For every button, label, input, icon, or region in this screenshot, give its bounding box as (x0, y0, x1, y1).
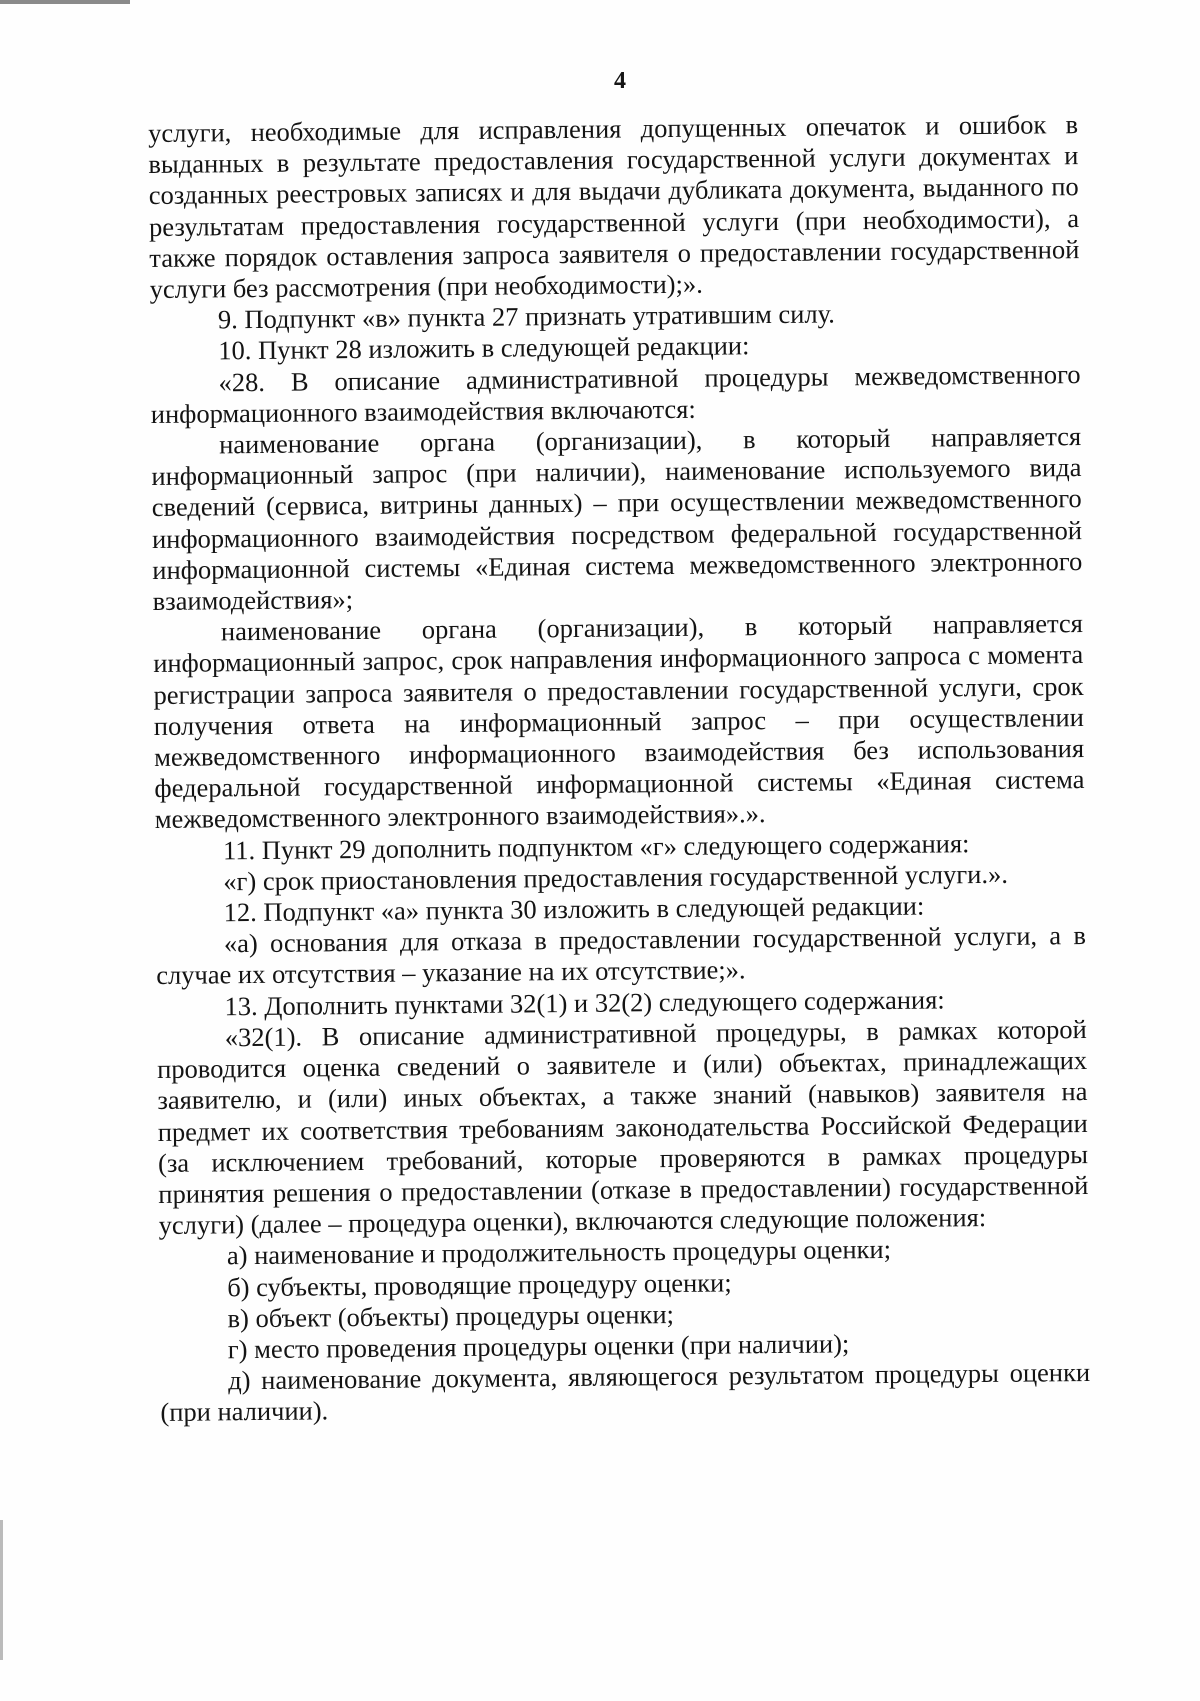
page-number: 4 (614, 68, 626, 94)
paragraph: 13. Дополнить пунктами 32(1) и 32(2) следующего содержания: (224, 984, 945, 1021)
scan-edge-mark (0, 1520, 3, 1660)
paragraph: наименование органа (организации), в который направляется информационный запрос, срок направления информационного запроса с момента регистрации запроса заявителя о предоставлении государственной услуги, срок получения ответа на информационный запрос – при осуществлении межведомственного информационного взаимодействия без использования федеральной государственной информационной системы «Единая система межведомственного электронного взаимодействия».». (153, 608, 1085, 835)
paragraph: «а) основания для отказа в предоставлении государственной услуги, а в случае их отсутствия – указание на их отсутствие;». (156, 920, 1087, 991)
paragraph: услуги, необходимые для исправления допущенных опечаток и ошибок в выданных в результате предоставления государственной услуги документах и созданных реестровых записях и для выдачи дубликата документа, выданного по результатам предоставления государственной услуги (при необходимости), а также порядок оставления запроса заявителя о предоставлении государственной услуги без рассмотрения (при необходимости);». (148, 109, 1080, 305)
paragraph: 12. Подпункт «а» пункта 30 изложить в следующей редакции: (223, 890, 925, 928)
paragraph: «28. В описание административной процедуры межведомственного информационного взаимодействия включаются: (150, 358, 1081, 429)
paragraph: «г) срок приостановления предоставления государственной услуги.». (223, 858, 1008, 897)
list-item: д) наименование документа, являющегося результатом процедуры оценки (при наличии). (160, 1357, 1091, 1428)
paragraph: наименование органа (организации), в который направляется информационный запрос (при наличии), наименование используемого вида сведений (сервиса, витрины данных) – при осуществлении межведомственного информационного взаимодействия посредством федеральной государственной информационной системы «Единая система межведомственного электронного взаимодействия»; (151, 421, 1083, 617)
list-item: б) субъекты, проводящие процедуру оценки; (227, 1266, 732, 1302)
paragraph: 9. Подпункт «в» пункта 27 признать утратившим силу. (217, 298, 835, 335)
paragraph: «32(1). В описание административной процедуры, в рамках которой проводится оценка сведений о заявителе и (или) объектах, принадлежащих заявителю, и (или) иных объектах, а также знаний (навыков) заявителя на предмет их соответствия требованиям законодательства Российской Федерации (за исключением требований, которые проверяются в рамках процедуры принятия решения о предоставлении (отказе в предоставлении) государственной услуги) (далее – процедура оценки), включаются следующие положения: (156, 1013, 1089, 1241)
scan-edge-mark (0, 0, 130, 4)
paragraph: 10. Пункт 28 изложить в следующей редакции: (218, 330, 750, 366)
list-item: в) объект (объекты) процедуры оценки; (227, 1298, 675, 1334)
list-item: г) место проведения процедуры оценки (при наличии); (227, 1328, 850, 1365)
list-item: а) наименование и продолжительность процедуры оценки; (226, 1234, 892, 1271)
paragraph: 11. Пункт 29 дополнить подпунктом «г» следующего содержания: (222, 827, 970, 865)
document-body (148, 109, 1091, 1428)
